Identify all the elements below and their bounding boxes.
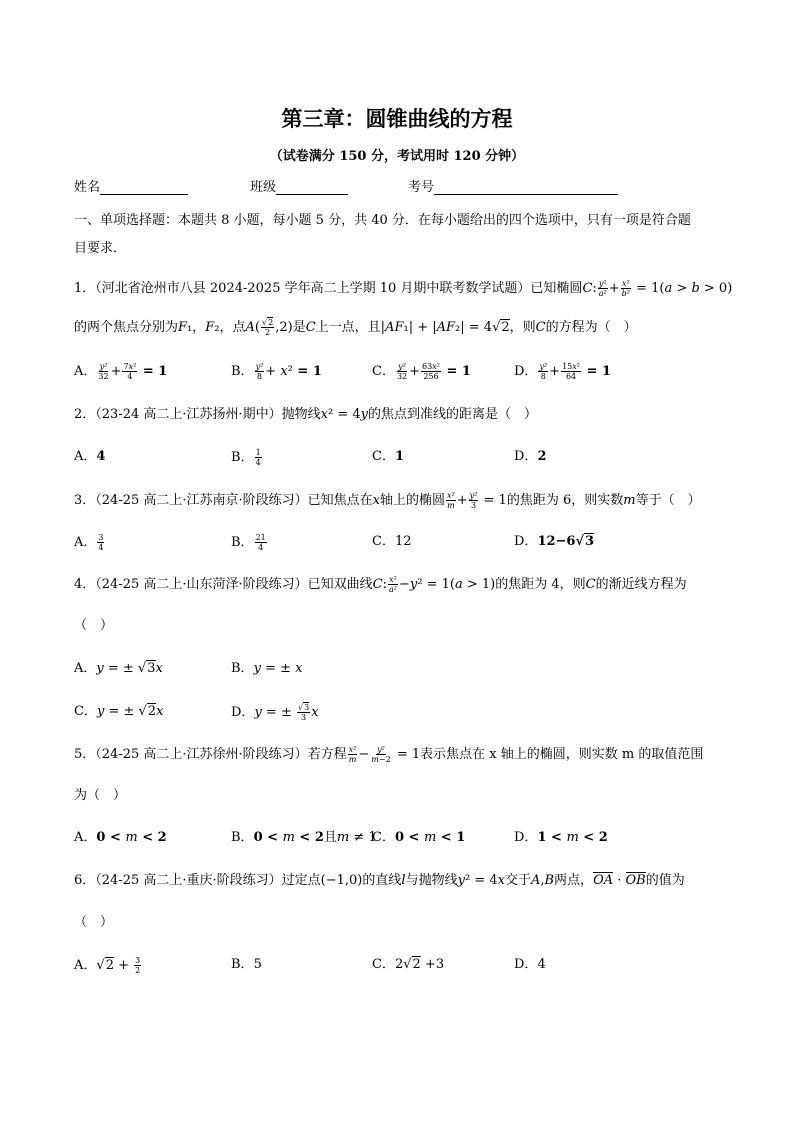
question-2: 2．（23-24 高二上·江苏扬州·期中）抛物线x² = 4y的焦点到准线的距离是（ ） — [74, 407, 538, 422]
option-d[interactable]: D．1 < m < 2 — [514, 830, 608, 845]
option-b[interactable]: B．0 < m < 2且m ≠ 1 — [231, 830, 377, 845]
class-field[interactable]: 班级 — [250, 176, 348, 195]
section-heading: 一、单项选择题：本题共 8 小题，每小题 5 分，共 40 分．在每小题给出的四个选项中，只有一项是符合题 — [74, 213, 691, 228]
id-field[interactable]: 考号 — [408, 176, 618, 195]
option-b[interactable]: B． $\frac{\text{y²}}{8}$ + x² = 1 — [231, 362, 322, 381]
option-d[interactable]: D． $\frac{\text{y²}}{8}$ + $\frac{\text{15x²}}{64}$ = 1 — [514, 362, 611, 381]
question-3: 3．（24-25 高二上·江苏南京·阶段练习）已知焦点在x轴上的椭圆 $\frac{\text{x²}}{m}$ + $\frac{\text{y²}}{3}$ = 1的焦距为 6，则实数m等于（ ） — [74, 491, 701, 510]
question-1: 1．（河北省沧州市八县 2024-2025 学年高二上学期 10 月期中联考数学试题）已知椭圆C: $\frac{\text{y²}}{\text{a²}}$ + $\frac{\text{x²}}{\text{b²}}$ = 1(a > b > 0) — [74, 279, 733, 298]
question-4: 4．（24-25 高二上·山东菏泽·阶段练习）已知双曲线C: $\frac{\text{x²}}{\text{a²}}$ −y² = 1(a > 1)的焦距为 4，则C的渐近线方程为 — [74, 575, 687, 594]
section-heading-cont: 目要求． — [74, 241, 127, 256]
option-a[interactable]: A．4 — [74, 449, 106, 464]
question-5-cont: 为（ ） — [74, 788, 127, 803]
question-1-cont: 的两个焦点分别为F₁，F₂，点A( $\frac{√2}{2}$ ,2)是C上一点，且|AF₁| + |AF₂| = 4√2，则C的方程为（ ） — [74, 318, 637, 337]
option-c[interactable]: C．y = ± √2x — [74, 704, 164, 719]
name-field[interactable]: 姓名 — [74, 176, 188, 195]
page-title: 第三章：圆锥曲线的方程 — [281, 107, 513, 131]
option-a[interactable]: A． $\frac{\text{y²}}{32}$ + $\frac{\text{7x²}}{4}$ = 1 — [74, 362, 168, 381]
option-d[interactable]: D．2 — [514, 449, 547, 464]
option-a[interactable]: A．y = ± √3x — [74, 661, 163, 676]
option-d[interactable]: D．12−6√3 — [514, 534, 595, 549]
option-c[interactable]: C．1 — [372, 449, 404, 464]
option-c[interactable]: C． $\frac{\text{y²}}{32}$ + $\frac{\text{63x²}}{256}$ = 1 — [372, 362, 471, 381]
student-info — [74, 176, 634, 196]
question-4-cont: （ ） — [74, 618, 114, 633]
option-a[interactable]: A．0 < m < 2 — [74, 830, 167, 845]
option-b[interactable]: B． $\frac{1}{4}$ — [231, 448, 261, 467]
option-b[interactable]: B． $\frac{21}{4}$ — [231, 533, 266, 552]
option-d[interactable]: D．y = ± $\frac{√3}{3}$ x — [231, 703, 319, 722]
option-d[interactable]: D．4 — [514, 957, 546, 972]
option-b[interactable]: B．5 — [231, 957, 262, 972]
question-6: 6．（24-25 高二上·重庆·阶段练习）过定点(−1,0)的直线l与抛物线y² = 4x交于A,B两点，OA · OB的值为 — [74, 873, 685, 888]
option-a[interactable]: A．√2 + $\frac{3}{2}$ — [74, 956, 141, 975]
option-b[interactable]: B．y = ± x — [231, 661, 303, 676]
question-5: 5．（24-25 高二上·江苏徐州·阶段练习）若方程 $\frac{\text{x²}}{m}$ − $\frac{\text{y²}}{m-2}$ = 1表示焦点在 x 轴上的椭圆，则实数 m 的取值范围 — [74, 745, 704, 764]
option-c[interactable]: C．2√2 +3 — [372, 957, 445, 972]
option-c[interactable]: C．0 < m < 1 — [372, 830, 466, 845]
option-c[interactable]: C．12 — [372, 534, 412, 549]
question-6-cont: （ ） — [74, 915, 114, 930]
option-a[interactable]: A． $\frac{3}{4}$ — [74, 533, 104, 552]
page-subtitle: （试卷满分 150 分，考试用时 120 分钟） — [269, 149, 525, 164]
